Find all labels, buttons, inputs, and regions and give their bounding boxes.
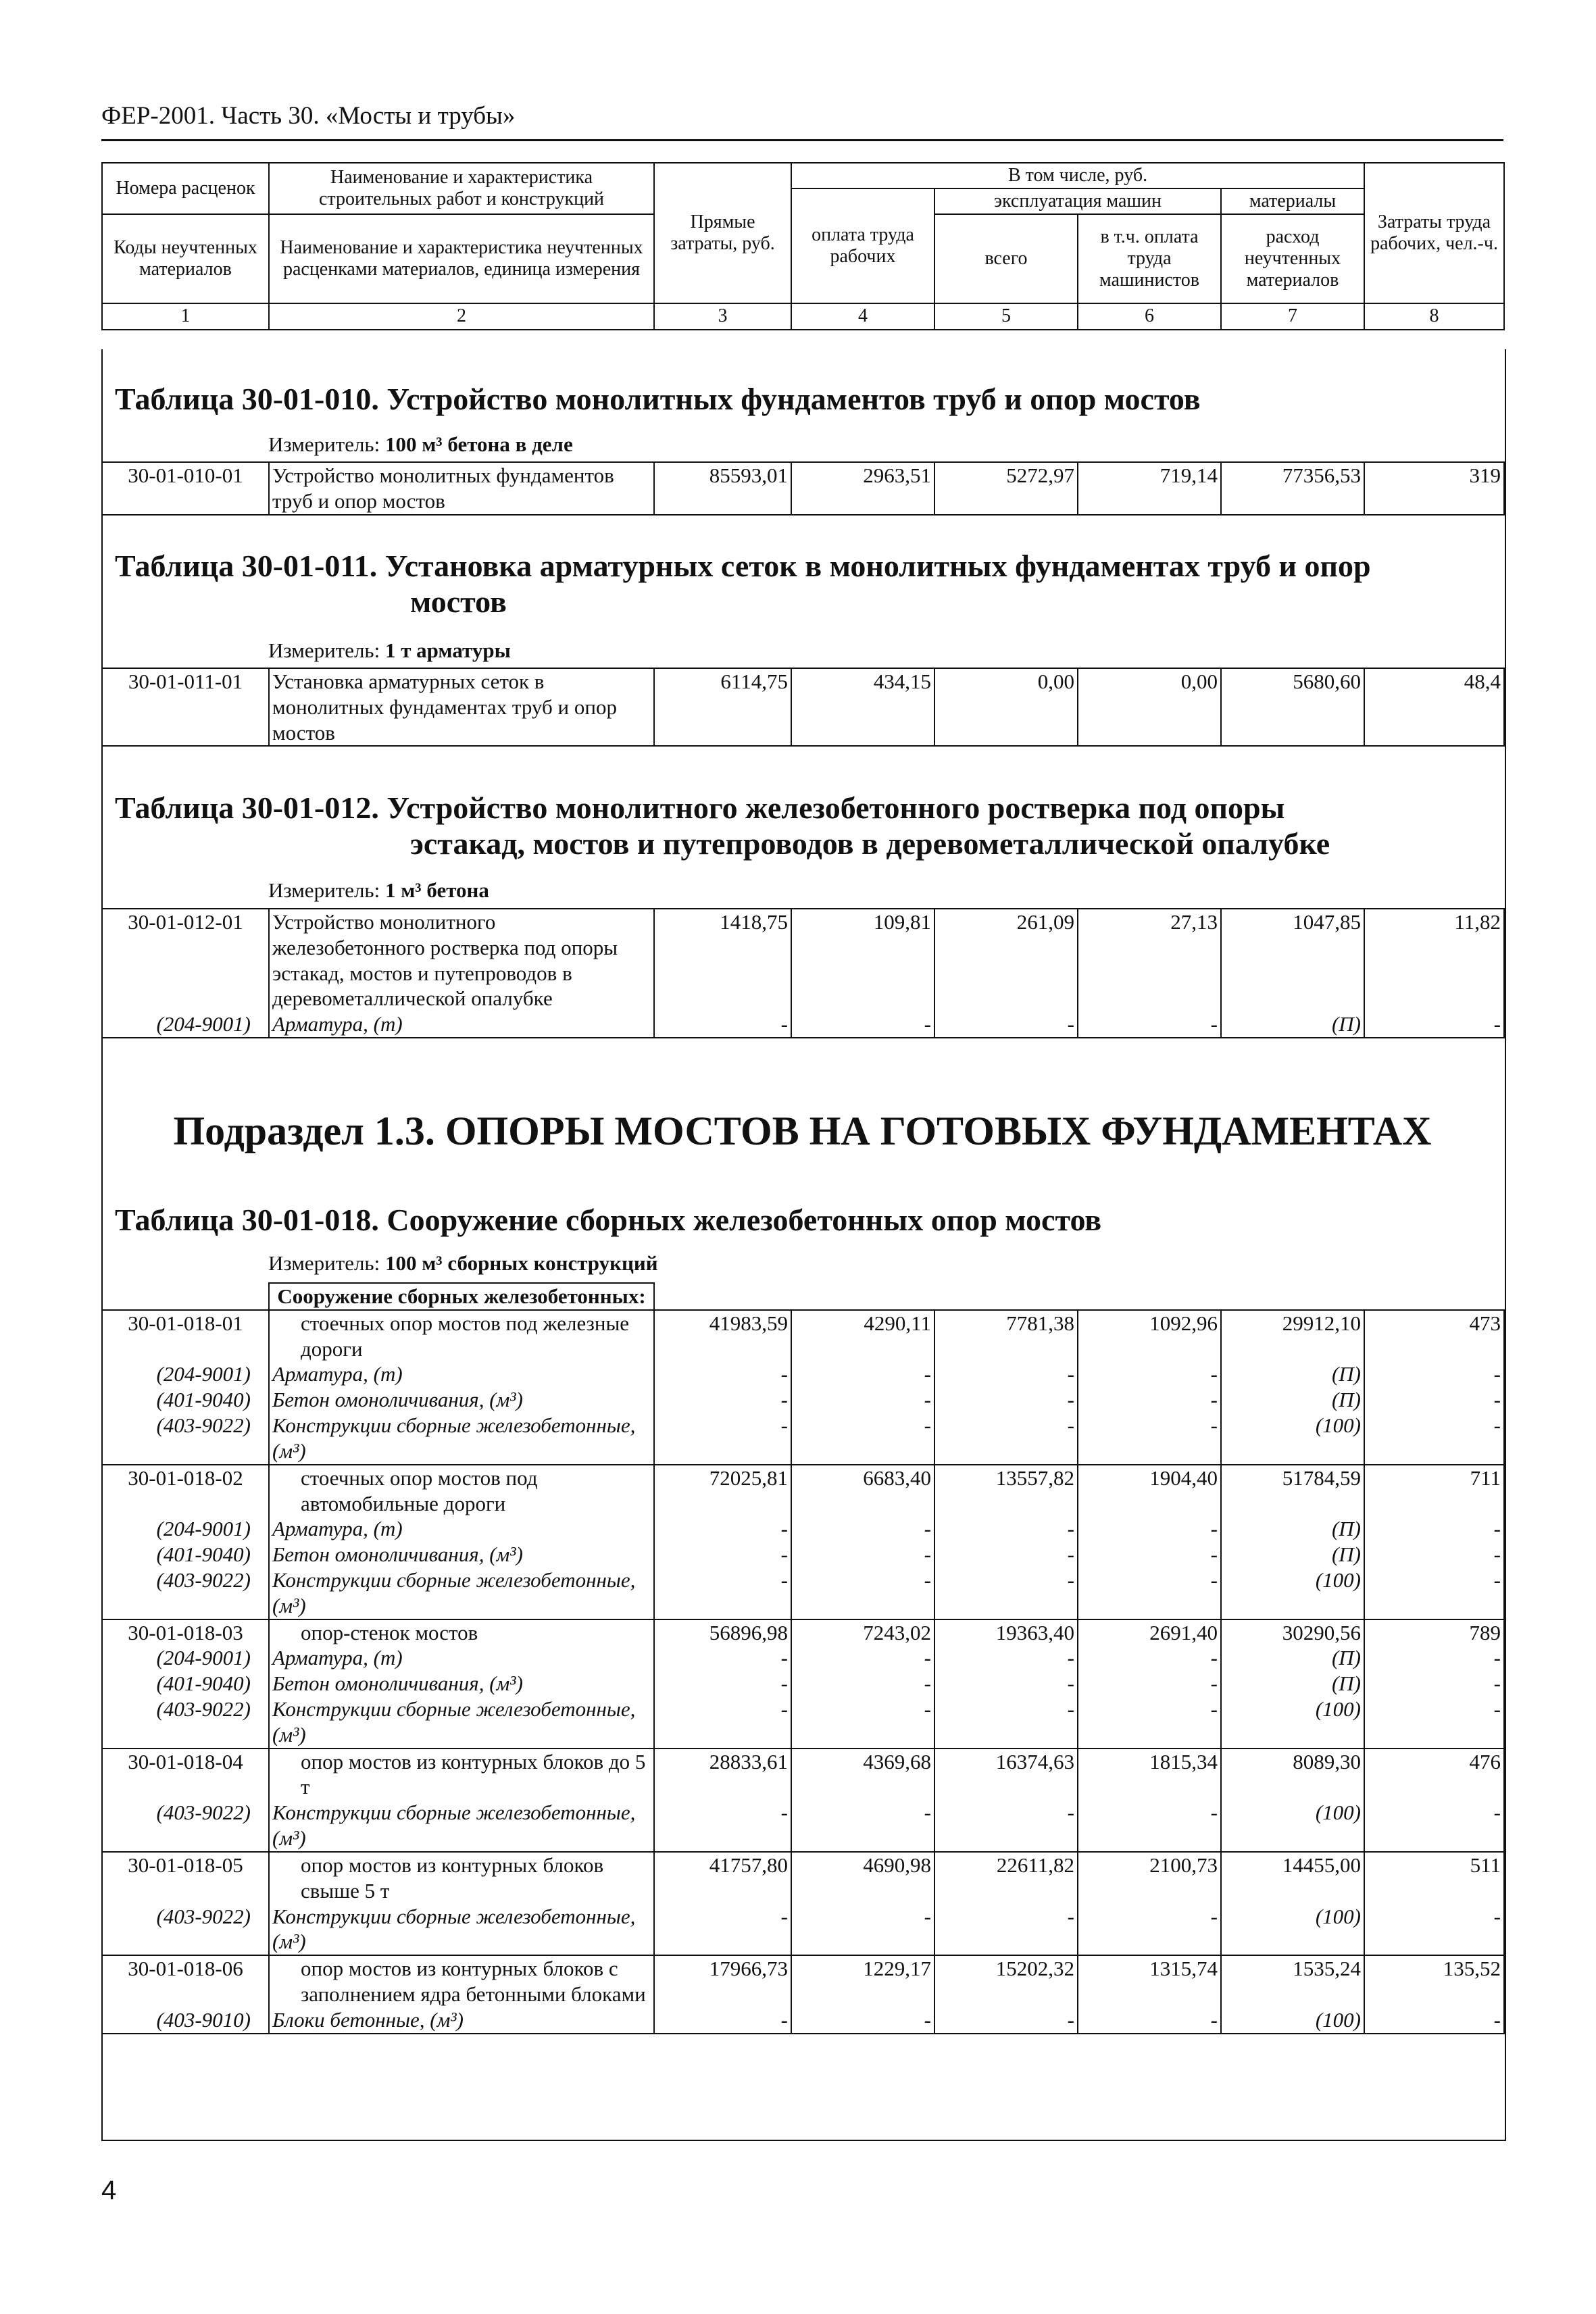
- header-machines-incl: в т.ч. оплата труда машинистов: [1078, 214, 1221, 303]
- colnum-3: 3: [654, 303, 791, 329]
- header-direct-costs: Прямые затраты, руб.: [654, 163, 791, 303]
- header-c1-bottom: Коды неучтенных материалов: [102, 214, 269, 303]
- header-c1-top: Номера расценок: [102, 163, 269, 214]
- table-caption-row: Сооружение сборных железобетонных:: [102, 1283, 1504, 1310]
- table-title-010: Таблица 30-01-010. Устройство монолитных фундаментов труб и опор мостов: [115, 382, 1201, 416]
- table-row: 30-01-018-06 опор мостов из контурных блоков с заполнением ядра бетонными блоками 17966,73 1229,17 15202,32 1315,74 1535,24 135,52: [102, 1955, 1504, 2007]
- table-row: 30-01-010-01 Устройство монолитных фундаментов труб и опор мостов 85593,01 2963,51 5272,97 719,14 77356,53 319: [102, 462, 1504, 515]
- header-machines: эксплуатация машин: [934, 188, 1221, 214]
- table-row: 30-01-012-01 Устройство монолитного железобетонного ростверка под опоры эстакад, мостов и путепроводов в деревометаллической опалубке 1418,75 109,81 261,09 27,13 1047,85 11,82: [102, 909, 1504, 1011]
- measure-011: Измеритель: 1 т арматуры: [268, 638, 511, 662]
- measure-010: Измеритель: 100 м³ бетона в деле: [268, 432, 573, 456]
- table-title-018: Таблица 30-01-018. Сооружение сборных железобетонных опор мостов: [115, 1203, 1102, 1237]
- colnum-7: 7: [1221, 303, 1364, 329]
- table-title-012: Таблица 30-01-012. Устройство монолитного железобетонного ростверка под опоры эстакад, мостов и путепроводов в деревометаллической опалубке: [115, 790, 1330, 861]
- header-rule: [101, 139, 1503, 141]
- table-row: 30-01-018-05 опор мостов из контурных блоков свыше 5 т 41757,80 4690,98 22611,82 2100,73 14455,00 511: [102, 1852, 1504, 1904]
- table-row: (403-9010) Блоки бетонные, (м³) - - - - (100) -: [102, 2007, 1504, 2034]
- page-number: 4: [101, 2175, 117, 2205]
- colnum-5: 5: [934, 303, 1078, 329]
- header-machines-total: всего: [934, 214, 1078, 303]
- table-row: 30-01-018-04 опор мостов из контурных блоков до 5 т 28833,61 4369,68 16374,63 1815,34 8089,30 476: [102, 1749, 1504, 1801]
- table-row: 30-01-018-03 опор-стенок мостов 56896,98 7243,02 19363,40 2691,40 30290,56 789: [102, 1619, 1504, 1646]
- measure-018: Измеритель: 100 м³ сборных конструкций: [268, 1251, 658, 1275]
- header-materials: материалы: [1221, 188, 1364, 214]
- header-labor-cost: Затраты труда рабочих, чел.-ч.: [1364, 163, 1504, 303]
- subsection-title: Подраздел 1.3. ОПОРЫ МОСТОВ НА ГОТОВЫХ ФУНДАМЕНТАХ: [173, 1109, 1432, 1153]
- colnum-4: 4: [791, 303, 934, 329]
- rows-table-011: [101, 668, 1505, 747]
- running-title: ФЕР-2001. Часть 30. «Мосты и трубы»: [101, 102, 516, 130]
- table-row: (204-9001) Арматура, (т) - - - - (П) -: [102, 1645, 1504, 1671]
- table-row: (403-9022) Конструкции сборные железобетонные, (м³) - - - - (100) -: [102, 1904, 1504, 1956]
- table-row: (401-9040) Бетон омоноличивания, (м³) - - - - (П) -: [102, 1542, 1504, 1567]
- table-row: (401-9040) Бетон омоноличивания, (м³) - - - - (П) -: [102, 1671, 1504, 1696]
- table-row: (403-9022) Конструкции сборные железобетонные, (м³) - - - - (100) -: [102, 1800, 1504, 1852]
- table-title-011: Таблица 30-01-011. Установка арматурных сеток в монолитных фундаментах труб и опор мостов: [115, 549, 1371, 619]
- table-row: 30-01-018-02 стоечных опор мостов под автомобильные дороги 72025,81 6683,40 13557,82 1904,40 51784,59 711: [102, 1465, 1504, 1517]
- header-c2-bottom: Наименование и характеристика неучтенных расценками материалов, единица измерения: [269, 214, 654, 303]
- colnum-6: 6: [1078, 303, 1221, 329]
- colnum-8: 8: [1364, 303, 1504, 329]
- rows-table-018: [101, 1282, 1505, 2034]
- rows-table-012: [101, 908, 1505, 1038]
- table-row: 30-01-018-01 стоечных опор мостов под железные дороги 41983,59 4290,11 7781,38 1092,96 29912,10 473: [102, 1310, 1504, 1362]
- rows-table-010: [101, 461, 1505, 515]
- table-row: (403-9022) Конструкции сборные железобетонные, (м³) - - - - (100) -: [102, 1696, 1504, 1749]
- column-header-table: [101, 162, 1505, 330]
- table-row: (204-9001) Арматура, (т) - - - - (П) -: [102, 1011, 1504, 1038]
- header-materials-sub: расход неучтенных материалов: [1221, 214, 1364, 303]
- header-including: В том числе, руб.: [791, 163, 1364, 188]
- table-row: (204-9001) Арматура, (т) - - - - (П) -: [102, 1516, 1504, 1542]
- table-row: 30-01-011-01 Установка арматурных сеток в монолитных фундаментах труб и опор мостов 6114,75 434,15 0,00 0,00 5680,60 48,4: [102, 668, 1504, 746]
- table-row: (403-9022) Конструкции сборные железобетонные, (м³) - - - - (100) -: [102, 1413, 1504, 1465]
- colnum-1: 1: [102, 303, 269, 329]
- header-c2-top: Наименование и характеристика строительных работ и конструкций: [269, 163, 654, 214]
- table-row: (204-9001) Арматура, (т) - - - - (П) -: [102, 1361, 1504, 1387]
- colnum-2: 2: [269, 303, 654, 329]
- header-labor-pay: оплата труда рабочих: [791, 188, 934, 303]
- table-row: (401-9040) Бетон омоноличивания, (м³) - - - - (П) -: [102, 1387, 1504, 1413]
- measure-012: Измеритель: 1 м³ бетона: [268, 878, 489, 902]
- table-row: (403-9022) Конструкции сборные железобетонные, (м³) - - - - (100) -: [102, 1567, 1504, 1619]
